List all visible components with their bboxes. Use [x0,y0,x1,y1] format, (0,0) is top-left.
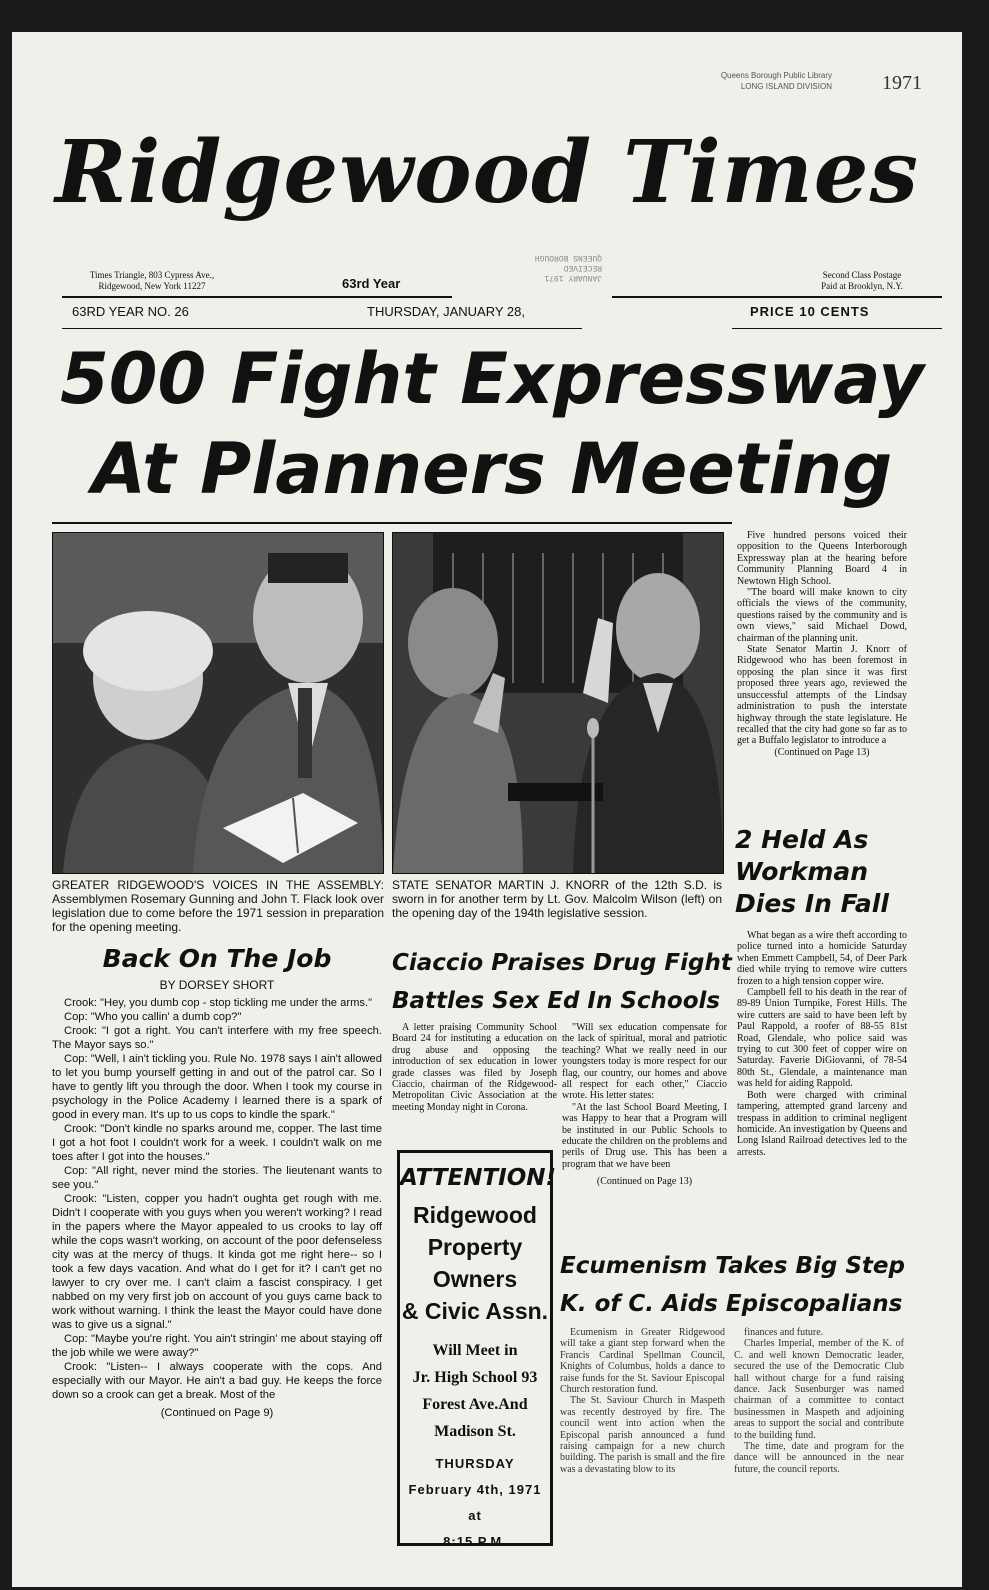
ecumenism-headline [560,1247,910,1323]
paragraph: State Senator Martin J. Knorr of Ridgewood who has been foremost in opposing the plan since it was first proposed three years ago, reviewed the unsuccessful attempts of the Lindsay administration to push the interstate highway through the state legislature. He recalled that the city had gone so far as to get a Buffalo legislator to introduce a [737,644,907,747]
paragraph: Both were charged with criminal tampering, attempted grand larceny and trespass in addition to criminal negligent homicide. An investigation by Queens and Long Island Railroad detectives led to the arrests. [737,1089,907,1158]
ad-line: Will Meet in [432,1342,518,1359]
ad-line: Forest Ave.And [422,1396,528,1413]
price: PRICE 10 CENTS [750,304,870,319]
paragraph: Crook: "I got a right. You can't interfere with my free speech. The Mayor says so." [52,1025,382,1051]
ecumenism-body-col2 [734,1327,904,1475]
paragraph: Crook: "Hey, you dumb cop - stop tickling me under the arms." [64,997,373,1009]
newspaper-page [12,32,962,1587]
postage-line: Second Class Postage [822,270,902,280]
paragraph: Crook: "Listen, copper you hadn't oughta get rough with me. Didn't I cooperate with you guys when you weren't working? I read in the papers where the Mayor appealed to us crooks to lay off while the cops wasn't working, on account of the poor defenseless city was at the mercy of thugs. It kinda got me right here-- so I took a few days vacation. And what do I get for it? I can't get no lawyer to cry over me. I can't claim a fascist conspiracy. I get nabbed on my very first job on account of you guys came back to work without warning. I think the least the Mayor could have done was to give us a signal." [52,1193,382,1331]
paragraph: finances and future. [744,1327,824,1338]
issue-number: 63RD YEAR NO. 26 [72,304,189,319]
headline-line: Battles Sex Ed In Schools [392,988,721,1014]
stamp-line: JANUARY 1971 [544,273,602,282]
header-rule [612,296,942,298]
ciaccio-body-col1 [392,1022,557,1113]
ad-line: Property Owners [427,1234,523,1292]
address-line: Times Triangle, 803 Cypress Ave., [89,270,215,280]
stamp-line: QUEENS BOROUGH [534,253,602,262]
headline-line: 2 Held As [735,825,869,854]
held-story-body [737,930,907,1158]
postage-note [782,270,942,292]
handwritten-year: 1971 [882,72,922,94]
headline-line: Ciaccio Praises Drug Fight [392,950,732,976]
paragraph: Cop: "Maybe you're right. You ain't stringin' me about staying off the job while we were away?" [52,1333,382,1359]
main-headline-line2: At Planners Meeting [91,428,893,510]
paragraph: "At the last School Board Meeting, I was Happy to hear that a Program will be instituted in our Public Schools to educate the children on the problems and perils of Drug use. This has been a program that we have been [562,1101,727,1170]
lead-story-body [737,530,907,758]
ciaccio-body-col2 [562,1022,727,1188]
paragraph: A letter praising Community School Board 24 for instituting a education on drug abuse and opposing the introduction of sex education in lower grade classes was filed by Joseph Ciaccio, chairman of the Ridgewood-Metropolitan Civic Association at the meeting Monday night in Corona. [392,1022,557,1113]
ad-schedule [400,1451,550,1555]
assembly-photo-caption: GREATER RIDGEWOOD'S VOICES IN THE ASSEMBLY: Assemblymen Rosemary Gunning and John T. Flack look over legislation due to come before the 1971 session in preparation for the opening meeting. [52,878,384,934]
ad-line: Ridgewood [413,1202,537,1228]
headline-line: Workman [735,857,869,886]
continued-note: (Continued on Page 13) [596,1176,693,1188]
paragraph: What began as a wire theft according to police turned into a homicide Saturday when Emmett Campbell, 54, of Deer Park died while trying to remove wire cutters frozen to a high tension copper wire. [737,930,907,987]
headline-line: Ecumenism Takes Big Step [560,1253,905,1279]
swearing-in-photo [392,532,724,874]
ecumenism-body-col1 [560,1327,725,1475]
headline-rule [52,522,732,524]
paragraph: Ecumenism in Greater Ridgewood will take a giant step forward when the Francis Cardinal Spellman Council, Knights of Columbus, holds a dance to raise funds for the St. Saviour Episcopal Church restoration fund. [560,1327,725,1396]
ad-line: Jr. High School 93 [412,1369,538,1386]
masthead: Ridgewood Times [55,122,919,223]
ciaccio-headline [392,944,732,1020]
issue-date: THURSDAY, JANUARY 28, [367,304,525,319]
back-on-job-headline: Back On The Job [102,944,332,973]
ad-details [400,1337,550,1445]
continued-note: (Continued on Page 13) [774,746,870,758]
paragraph: The time, date and program for the dance will be announced in the near future, the council reports. [734,1441,904,1475]
paragraph: Campbell fell to his death in the rear of 89-89 Union Turnpike, Forest Hills. The wire cutters are said to have been left by Paul Rappold, a roofer of 88-55 81st Road, Glendale, who police said was trying to cut 300 feet of copper wire on Saturday. Faverie DiGiovanni, of 78-54 80th St., Glendale, a maintenance man was held for aiding Rappold. [737,987,907,1090]
stamp-line: RECEIVED [563,263,602,272]
stamp-line: Queens Borough Public Library [720,71,832,80]
postage-line: Paid at Brooklyn, N.Y. [821,281,903,291]
paragraph: Cop: "All right, never mind the stories. The lieutenant wants to see you." [52,1165,382,1191]
header-rule [62,296,452,298]
assembly-photo [52,532,384,874]
paragraph: Charles Imperial, member of the K. of C. and well known Democratic leader, secured the use of the Democratic Club hall without charge for a fund raising dance. Jack Susenburger was named chairman of a committee to contact businessmen in Maspeth and adjoining areas to support the social and contribute to the building fund. [734,1338,904,1441]
continued-note: (Continued on Page 9) [160,1407,274,1419]
paragraph: Five hundred persons voiced their opposition to the Queens Interborough Expressway plan at the hearing before Community Planning Board 4 in Newtown High School. [737,530,907,587]
paragraph: Cop: "Who you callin' a dumb cop?" [64,1011,242,1023]
paragraph: Crook: "Listen-- I always cooperate with the cops. And especially with our Mayor. He ain't a bad guy. He keeps the force down so a crook can get a break. Most of the [52,1361,382,1401]
header-rule [732,328,942,329]
address-line: Ridgewood, New York 11227 [98,281,206,291]
paragraph: Crook: "Don't kindle no sparks around me, copper. The last time I got a hot foot I couldn't work for a week. I couldn't walk on me toes after I got into the houses." [52,1123,382,1163]
attention-ad [397,1150,557,1549]
ad-line: 8:15 P.M. [443,1534,507,1549]
library-stamp [702,70,832,92]
paragraph: The St. Saviour Church in Maspeth was recently destroyed by fire. The council went into action when the Episcopal parish announced a fund raising campaign for a new church building. The parish is small and the fire was a devastating blow to its [560,1395,725,1475]
ad-org [400,1199,550,1327]
header-rule [62,328,582,329]
ad-line: at [468,1508,482,1523]
main-headline-line1: 500 Fight Expressway [60,338,924,420]
held-headline [735,824,915,920]
assembly-photo-illustration [53,533,383,873]
publisher-address [62,270,242,292]
year-label: 63rd Year [342,276,401,291]
byline: BY DORSEY SHORT [159,978,275,992]
back-on-job-body [52,996,382,1420]
paragraph: "The board will make known to city officials the views of the community, questions raised by the community and is own views," said Michael Dowd, chairman of the planning unit. [737,587,907,644]
ad-line: & Civic Assn. [401,1298,549,1324]
paragraph: "Will sex education compensate for the lack of spiritual, moral and patriotic teaching? What we really need in our youngsters today is more respect for our flag, our country, our homes and above all respect for each other," Ciaccio wrote. His letter states: [562,1022,727,1102]
swearing-in-caption: STATE SENATOR MARTIN J. KNORR of the 12th S.D. is sworn in for another term by Lt. Gov. Malcolm Wilson (left) on the opening day of the 194th legislative session. [392,878,722,920]
ad-line: February 4th, 1971 [408,1482,542,1497]
received-stamp [432,252,602,282]
ad-line: Madison St. [434,1423,516,1440]
headline-line: Dies In Fall [735,889,889,918]
stamp-line: LONG ISLAND DIVISION [740,82,832,91]
headline-line: K. of C. Aids Episcopalians [560,1291,903,1317]
ad-line: THURSDAY [435,1456,515,1471]
paragraph: Cop: "Well, I ain't tickling you. Rule No. 1978 says I ain't allowed to let you bump yourself getting in and out of the patrol car. So I have to gently lift you through the door. When I took my course in psychology in the Police Academy I learned there is a spark of good in every man. It's up to us cops to kindle the spark." [52,1053,382,1121]
swearing-in-photo-illustration [393,533,723,873]
ad-title: ATTENTION! [400,1165,557,1191]
